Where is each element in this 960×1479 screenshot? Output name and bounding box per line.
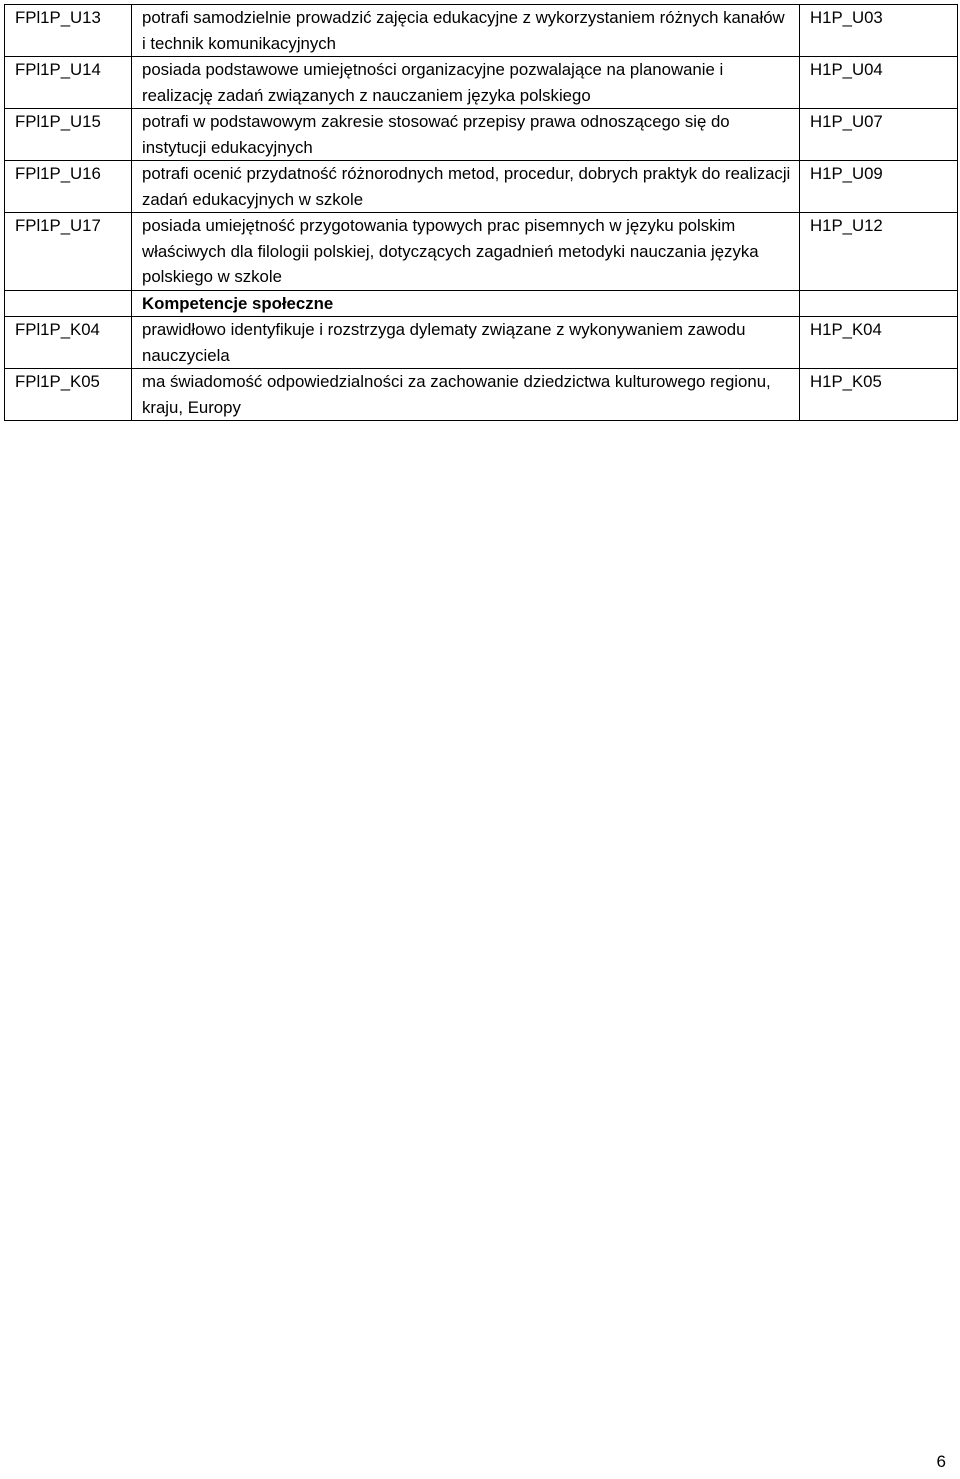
outcome-description: posiada umiejętność przygotowania typowych prac pisemnych w języku polskim właściwych dla filologii polskiej, dotyczących zagadnień metodyki nauczania języka polskiego w szkole (132, 213, 800, 291)
outcome-code: FPl1P_U16 (5, 161, 132, 213)
outcome-description: potrafi ocenić przydatność różnorodnych metod, procedur, dobrych praktyk do realizacji zadań edukacyjnych w szkole (132, 161, 800, 213)
outcome-reference: H1P_K05 (800, 369, 958, 421)
table-row (5, 5, 958, 57)
outcome-reference: H1P_U03 (800, 5, 958, 57)
outcome-description: ma świadomość odpowiedzialności za zachowanie dziedzictwa kulturowego regionu, kraju, Europy (132, 369, 800, 421)
table-row (5, 317, 958, 369)
table-row (5, 213, 958, 291)
outcome-reference: H1P_U04 (800, 57, 958, 109)
table-row (5, 57, 958, 109)
outcome-description: prawidłowo identyfikuje i rozstrzyga dylematy związane z wykonywaniem zawodu nauczyciela (132, 317, 800, 369)
outcome-code: FPl1P_K05 (5, 369, 132, 421)
section-social-competences: Kompetencje społeczne (132, 290, 800, 317)
outcome-description: potrafi samodzielnie prowadzić zajęcia edukacyjne z wykorzystaniem różnych kanałów i technik komunikacyjnych (132, 5, 800, 57)
outcome-code: FPl1P_K04 (5, 317, 132, 369)
outcome-description: potrafi w podstawowym zakresie stosować przepisy prawa odnoszącego się do instytucji edukacyjnych (132, 109, 800, 161)
outcome-code: FPl1P_U14 (5, 57, 132, 109)
outcome-reference: H1P_U09 (800, 161, 958, 213)
section-header-row (5, 290, 958, 317)
section-empty-cell (800, 290, 958, 317)
section-empty-cell (5, 290, 132, 317)
outcome-description: posiada podstawowe umiejętności organizacyjne pozwalające na planowanie i realizację zadań związanych z nauczaniem języka polskiego (132, 57, 800, 109)
outcome-reference: H1P_U12 (800, 213, 958, 291)
outcome-reference: H1P_U07 (800, 109, 958, 161)
outcome-code: FPl1P_U13 (5, 5, 132, 57)
table-row (5, 109, 958, 161)
outcome-code: FPl1P_U15 (5, 109, 132, 161)
outcome-reference: H1P_K04 (800, 317, 958, 369)
learning-outcomes-table (4, 4, 958, 421)
outcome-code: FPl1P_U17 (5, 213, 132, 291)
table-row (5, 369, 958, 421)
page-number: 6 (936, 1452, 946, 1471)
table-row (5, 161, 958, 213)
